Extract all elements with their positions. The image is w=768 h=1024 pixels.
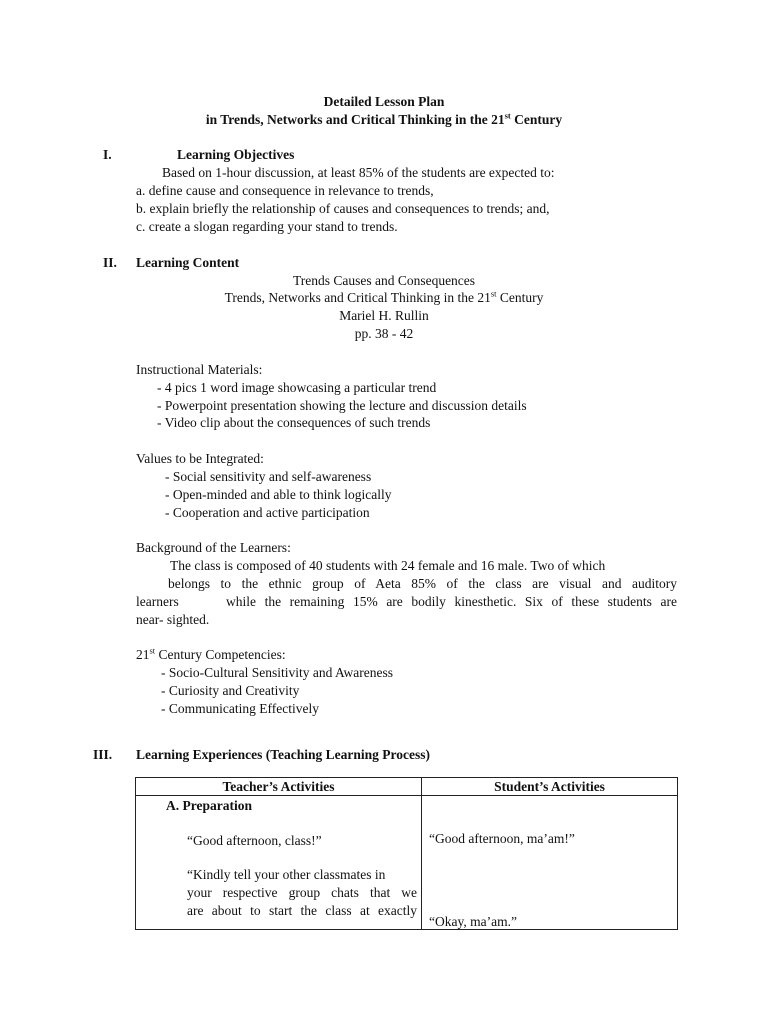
content-author: Mariel H. Rullin <box>339 308 429 323</box>
student-reply: “Okay, ma’am.” <box>429 914 517 929</box>
student-activities-header: Student’s Activities <box>422 778 678 796</box>
document-subtitle: in Trends, Networks and Critical Thinking in the 21st Century <box>205 110 563 127</box>
section-1-numeral: I. <box>103 147 112 162</box>
objectives-intro: Based on 1-hour discussion, at least 85% of the students are expected to: <box>162 165 555 180</box>
background-text-line: The class is composed of 40 students with 24 female and 16 male. Two of which <box>170 558 606 573</box>
teacher-activities-cell <box>136 796 422 930</box>
teacher-instruction-line: your respective group chats that we <box>187 885 417 900</box>
section-1-heading: Learning Objectives <box>177 147 295 162</box>
table-header-row <box>136 778 678 796</box>
activities-table <box>135 777 678 930</box>
competency-item: - Socio-Cultural Sensitivity and Awareness <box>161 665 393 680</box>
value-item: - Cooperation and active participation <box>165 505 370 520</box>
table-row <box>136 796 678 930</box>
content-topic: Trends Causes and Consequences <box>292 273 476 288</box>
background-label: Background of the Learners: <box>136 540 291 555</box>
competency-item: - Communicating Effectively <box>161 701 319 716</box>
background-text-line: near- sighted. <box>136 612 210 627</box>
teacher-instruction-line: are about to start the class at exactly <box>187 903 417 918</box>
background-text-line: learners <box>136 594 179 609</box>
section-3-heading: Learning Experiences (Teaching Learning Process) <box>136 747 430 762</box>
material-item: - Powerpoint presentation showing the lecture and discussion details <box>157 398 527 413</box>
teacher-activities-header: Teacher’s Activities <box>136 778 422 796</box>
value-item: - Social sensitivity and self-awareness <box>165 469 372 484</box>
competency-item: - Curiosity and Creativity <box>161 683 300 698</box>
objective-item: a. define cause and consequence in relevance to trends, <box>136 183 434 198</box>
student-activities-cell <box>422 796 678 930</box>
objective-item: c. create a slogan regarding your stand to trends. <box>136 219 398 234</box>
teacher-instruction-line: “Kindly tell your other classmates in <box>187 867 386 882</box>
content-pages: pp. 38 - 42 <box>354 326 414 341</box>
objective-item: b. explain briefly the relationship of causes and consequences to trends; and, <box>136 201 550 216</box>
values-label: Values to be Integrated: <box>136 451 264 466</box>
competencies-label: 21st Century Competencies: <box>136 645 286 662</box>
student-greeting: “Good afternoon, ma’am!” <box>429 831 575 846</box>
value-item: - Open-minded and able to think logically <box>165 487 392 502</box>
teacher-greeting: “Good afternoon, class!” <box>187 833 322 848</box>
content-book: Trends, Networks and Critical Thinking in the 21st Century <box>224 288 544 305</box>
document-title: Detailed Lesson Plan <box>323 94 445 109</box>
background-text-line: belongs to the ethnic group of Aeta 85% of the class are visual and auditory <box>168 576 677 591</box>
material-item: - 4 pics 1 word image showcasing a particular trend <box>157 380 437 395</box>
background-text-line: while the remaining 15% are bodily kinesthetic. Six of these students are <box>226 594 677 609</box>
section-3-numeral: III. <box>93 747 113 762</box>
materials-label: Instructional Materials: <box>136 362 263 377</box>
material-item: - Video clip about the consequences of such trends <box>157 415 431 430</box>
section-2-numeral: II. <box>103 255 117 270</box>
section-2-heading: Learning Content <box>136 255 240 270</box>
preparation-step: A. Preparation <box>166 798 252 813</box>
